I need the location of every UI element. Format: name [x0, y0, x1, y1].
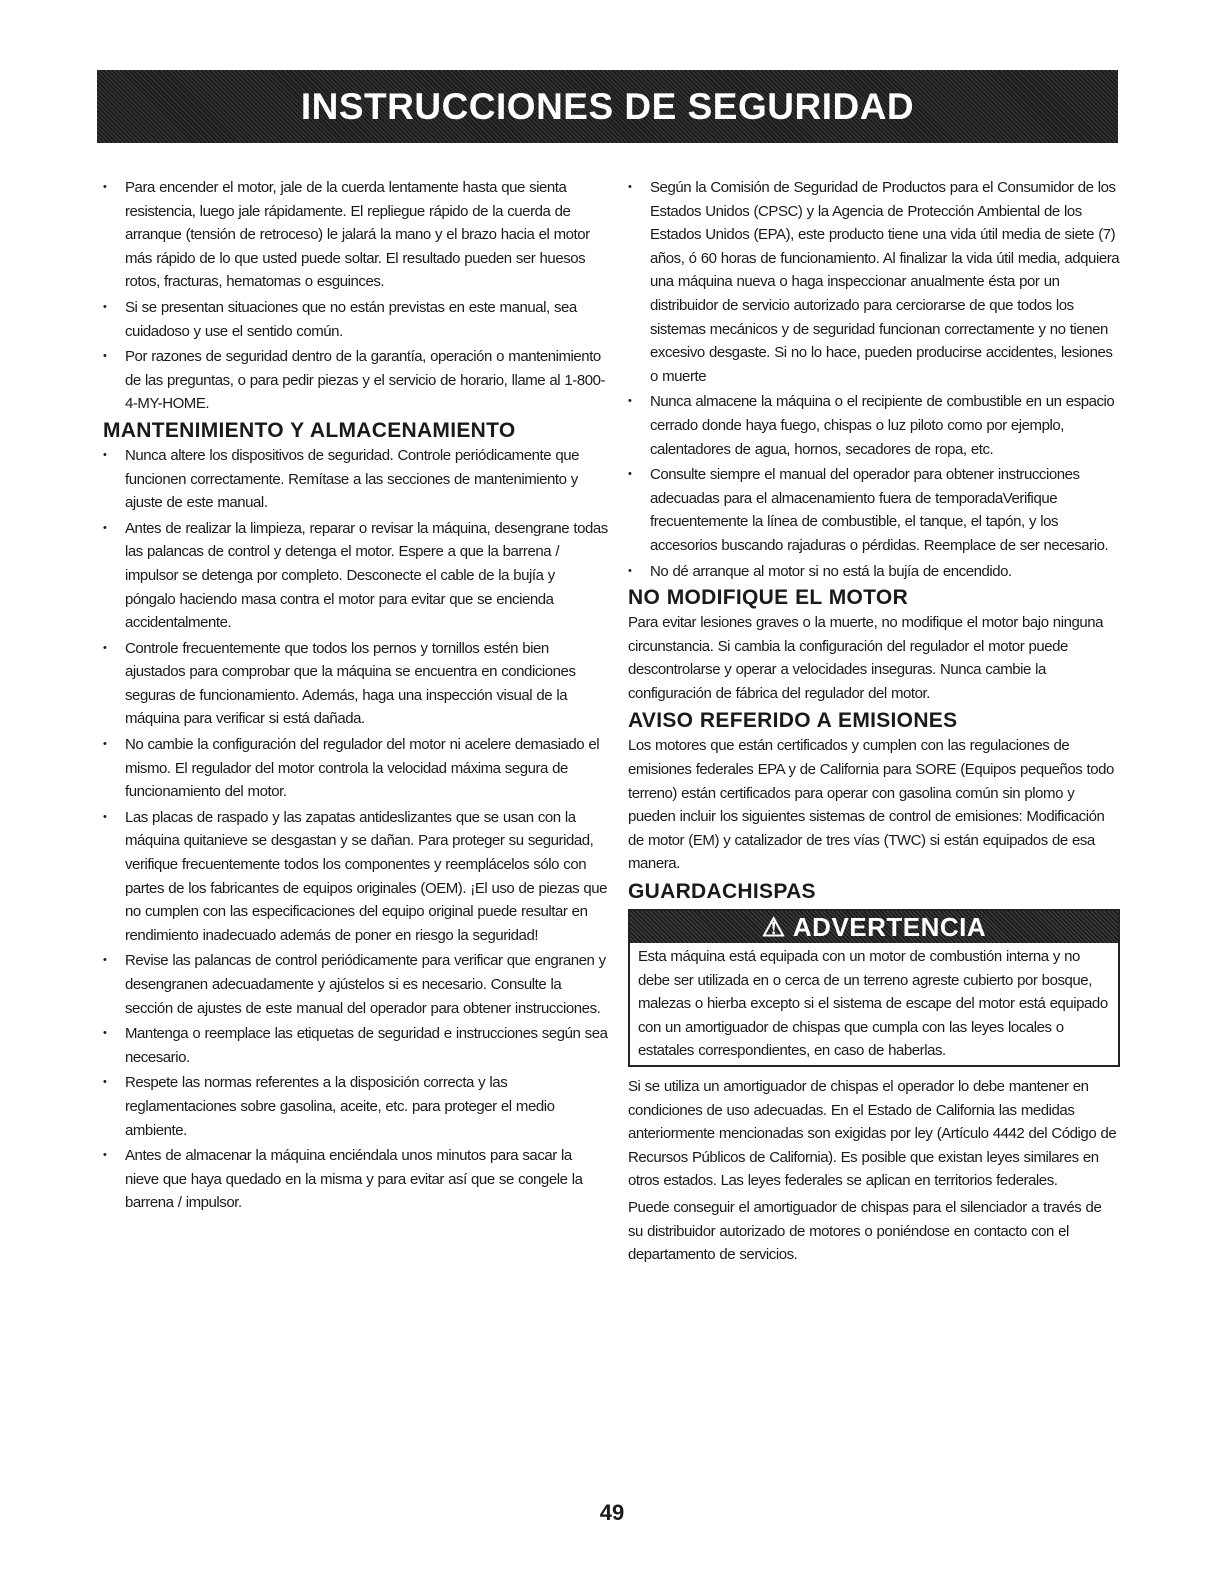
maintenance-list: [103, 444, 608, 1215]
motor-text: Para evitar lesiones graves o la muerte, no modifique el motor bajo ninguna circunstancia. Si cambia la configuración del regulador el motor puede descontrolarse y operar a velocidades inseguras. Nunca cambie la configuración de fábrica del regulador del motor.: [628, 614, 1104, 702]
list-item: • Nunca altere los dispositivos de seguridad. Controle periódicamente que funcionen correctamente. Remítase a las secciones de mantenimiento y ajuste de este manual.: [103, 444, 608, 515]
section-banner: [97, 70, 1118, 143]
emissions-text: Los motores que están certificados y cumplen con las regulaciones de emisiones federales EPA y de California para SORE (Equipos pequeños todo terreno) están certificados para operar con gasolina común sin plomo y pueden incluir los siguientes sistemas de control de emisiones: Modificación de motor (EM) y catalizador de tres vías (TWC) si están equipados de esa manera.: [628, 737, 1114, 873]
list-item: • Según la Comisión de Seguridad de Productos para el Consumidor de los Estados Unidos (CPSC) y la Agencia de Protección Ambiental de los Estados Unidos (EPA), este producto tiene una vida útil media de siete (7) años, ó 60 horas de funcionamiento. Al finalizar la vida útil media, adquiera una máquina nueva o haga inspeccionar anualmente ésta por un distribuidor de servicio autorizado para cerciorarse de que todos los sistemas mecánicos y de seguridad funcionan correctamente y no tienen excesivo desgaste. Si no lo hace, pueden producirse accidentes, lesiones o muerte: [628, 176, 1120, 388]
spark-text-1: Si se utiliza un amortiguador de chispas el operador lo debe mantener en condiciones de uso adecuadas. En el Estado de California las medidas anteriormente mencionadas son exigidas por ley (Artículo 4442 del Código de Recursos Públicos de California). Es posible que existan leyes similares en otros estados. Las leyes federales se aplican en territorios federales.: [628, 1078, 1117, 1190]
list-item: • Consulte siempre el manual del operador para obtener instrucciones adecuadas para el almacenamiento fuera de temporadaVerifique frecuentemente la línea de combustible, el tanque, el tapón, y los accesorios buscando rajaduras o pérdidas. Reemplace de ser necesario.: [628, 463, 1120, 557]
list-item: • No cambie la configuración del regulador del motor ni acelere demasiado el mismo. El regulador del motor controla la velocidad máxima segura de funcionamiento del motor.: [103, 733, 608, 804]
warning-triangle-icon: ⚠: [761, 912, 786, 943]
list-item: • Si se presentan situaciones que no están previstas en este manual, sea cuidadoso y use el sentido común.: [103, 296, 608, 343]
warning-header: [630, 911, 1118, 943]
list-item: • Para encender el motor, jale de la cuerda lentamente hasta que sienta resistencia, luego jale rápidamente. El repliegue rápido de la cuerda de arranque (tensión de retroceso) le jalará la mano y el brazo hacia el motor más rápido de lo que usted puede soltar. El resultado pueden ser huesos rotos, fracturas, hematomas o esguinces.: [103, 176, 608, 294]
left-column: [103, 176, 608, 1217]
list-item: • Respete las normas referentes a la disposición correcta y las reglamentaciones sobre gasolina, aceite, etc. para proteger el medio ambiente.: [103, 1071, 608, 1142]
intro-list: [103, 176, 608, 416]
list-item: • Revise las palancas de control periódicamente para verificar que engranen y desengranen adecuadamente y ajústelos si es necesario. Consulte la sección de ajustes de este manual del operador para obtener instrucciones.: [103, 949, 608, 1020]
warning-box: [628, 909, 1120, 1067]
right-column: [628, 176, 1120, 1270]
list-item: • Por razones de seguridad dentro de la garantía, operación o mantenimiento de las preguntas, o para pedir piezas y el servicio de horario, llame al 1-800-4-MY-HOME.: [103, 345, 608, 416]
emissions-heading: AVISO REFERIDO A EMISIONES: [628, 709, 958, 733]
warning-title: ADVERTENCIA: [792, 912, 987, 943]
page-number: 49: [599, 1500, 625, 1525]
list-item: • Antes de realizar la limpieza, reparar o revisar la máquina, desengrane todas las palancas de control y detenga el motor. Espere a que la barrena / impulsor se detenga por completo. Desconecte el cable de la bujía y póngalo haciendo masa contra el motor para evitar que se encienda accidentalmente.: [103, 517, 608, 635]
list-item: • No dé arranque al motor si no está la bujía de encendido.: [628, 560, 1120, 584]
maintenance-heading: MANTENIMIENTO Y ALMACENAMIENTO: [103, 418, 516, 442]
spark-arrester-heading: GUARDACHISPAS: [628, 880, 816, 904]
motor-heading: NO MODIFIQUE EL MOTOR: [628, 586, 909, 610]
storage-list: [628, 176, 1120, 583]
page-title: INSTRUCCIONES DE SEGURIDAD: [300, 85, 915, 127]
list-item: • Nunca almacene la máquina o el recipiente de combustible en un espacio cerrado donde haya fuego, chispas o luz piloto como por ejemplo, calentadores de agua, hornos, secadores de ropa, etc.: [628, 390, 1120, 461]
list-item: • Controle frecuentemente que todos los pernos y tornillos estén bien ajustados para comprobar que la máquina se encuentra en condiciones seguras de funcionamiento. Además, haga una inspección visual de la máquina para verificar si está dañada.: [103, 637, 608, 731]
warning-text: Esta máquina está equipada con un motor de combustión interna y no debe ser utilizada en o cerca de un terreno agreste cubierto por bosque, malezas o hierba excepto si el sistema de escape del motor está equipado con un amortiguador de chispas que cumpla con las leyes locales o estatales correspondientes, en caso de haberlas.: [638, 948, 1108, 1060]
list-item: • Antes de almacenar la máquina enciéndala unos minutos para sacar la nieve que haya quedado en la misma y para evitar así que se congele la barrena / impulsor.: [103, 1144, 608, 1215]
list-item: • Las placas de raspado y las zapatas antideslizantes que se usan con la máquina quitanieve se desgastan y se dañan. Para proteger su seguridad, verifique frecuentemente todos los componentes y reemplácelos sólo con partes de los fabricantes de equipos originales (OEM). ¡El uso de piezas que no cumplen con las especificaciones del equipo original puede resultar en rendimiento inadecuado además de poner en riesgo la seguridad!: [103, 806, 608, 948]
list-item: • Mantenga o reemplace las etiquetas de seguridad e instrucciones según sea necesario.: [103, 1022, 608, 1069]
spark-text-2: Puede conseguir el amortiguador de chispas para el silenciador a través de su distribuidor autorizado de motores o poniéndose en contacto con el departamento de servicios.: [628, 1198, 1102, 1264]
